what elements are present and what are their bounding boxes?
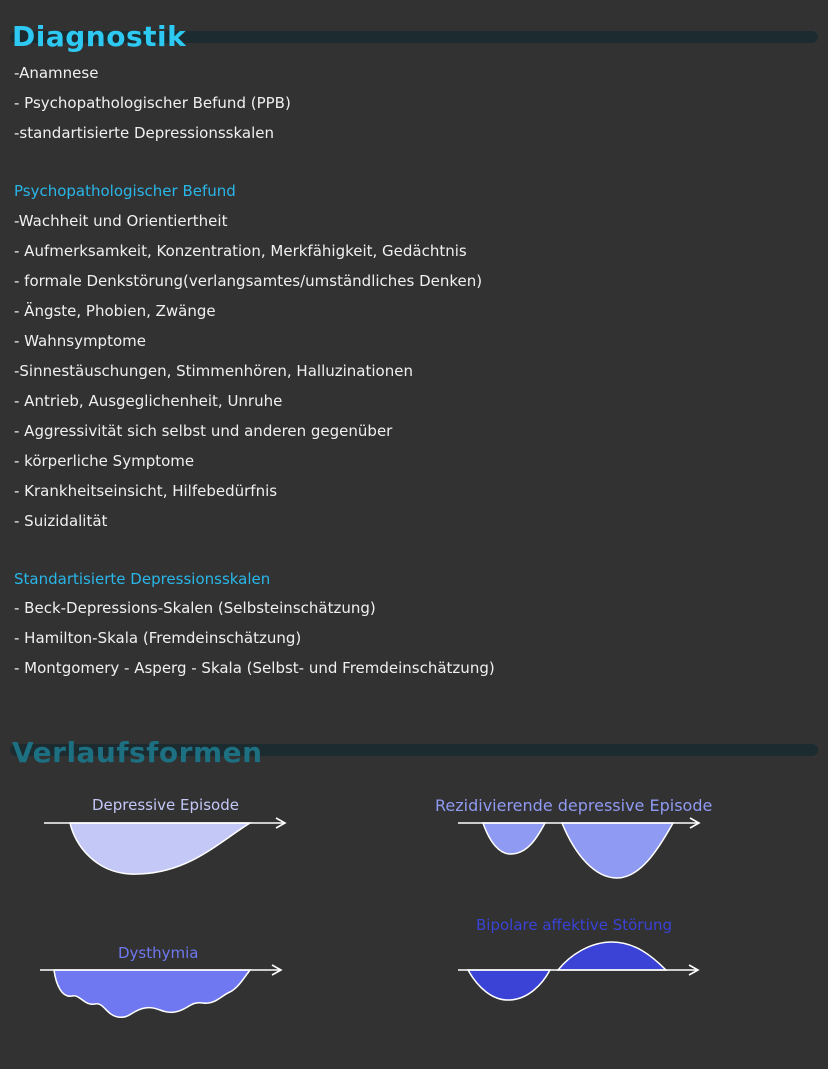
- list-item: - Ängste, Phobien, Zwänge: [14, 302, 216, 320]
- rezidiv-episode-curve-1: [483, 823, 545, 854]
- diagnostik-title: Diagnostik: [12, 20, 187, 53]
- rezidiv-episode-label: Rezidivierende depressive Episode: [435, 796, 713, 815]
- list-item: - Aufmerksamkeit, Konzentration, Merkfähigkeit, Gedächtnis: [14, 242, 467, 260]
- list-item: - Beck-Depressions-Skalen (Selbsteinschätzung): [14, 599, 376, 617]
- bipolar-depression-curve: [468, 970, 550, 1000]
- befund-title: Psychopathologischer Befund: [14, 182, 236, 200]
- list-item: -Sinnestäuschungen, Stimmenhören, Halluzinationen: [14, 362, 413, 380]
- list-item: - formale Denkstörung(verlangsamtes/umständliches Denken): [14, 272, 483, 290]
- list-item: -standartisierte Depressionsskalen: [14, 124, 274, 142]
- rezidiv-episode-curve-2: [562, 823, 673, 878]
- list-item: - Aggressivität sich selbst und anderen gegenüber: [14, 422, 393, 440]
- list-item: - Wahnsymptome: [14, 332, 146, 350]
- bipolar-label: Bipolare affektive Störung: [476, 916, 672, 934]
- list-item: -Anamnese: [14, 64, 99, 82]
- skalen-title: Standartisierte Depressionsskalen: [14, 570, 271, 588]
- dysthymia-curve: [54, 970, 250, 1017]
- list-item: - Montgomery - Asperg - Skala (Selbst- und Fremdeinschätzung): [14, 659, 495, 677]
- list-item: - Psychopathologischer Befund (PPB): [14, 94, 291, 112]
- list-item: - Antrieb, Ausgeglichenheit, Unruhe: [14, 392, 283, 410]
- verlauf-title: Verlaufsformen: [12, 736, 263, 769]
- list-item: - Suizidalität: [14, 512, 108, 530]
- list-item: -Wachheit und Orientiertheit: [14, 212, 228, 230]
- dysthymia-label: Dysthymia: [118, 944, 199, 962]
- depressive-episode-curve: [70, 823, 250, 874]
- list-item: - Hamilton-Skala (Fremdeinschätzung): [14, 629, 302, 647]
- list-item: - körperliche Symptome: [14, 452, 195, 470]
- bipolar-mania-curve: [558, 942, 666, 970]
- list-item: - Krankheitseinsicht, Hilfebedürfnis: [14, 482, 278, 500]
- depressive-episode-label: Depressive Episode: [92, 796, 239, 814]
